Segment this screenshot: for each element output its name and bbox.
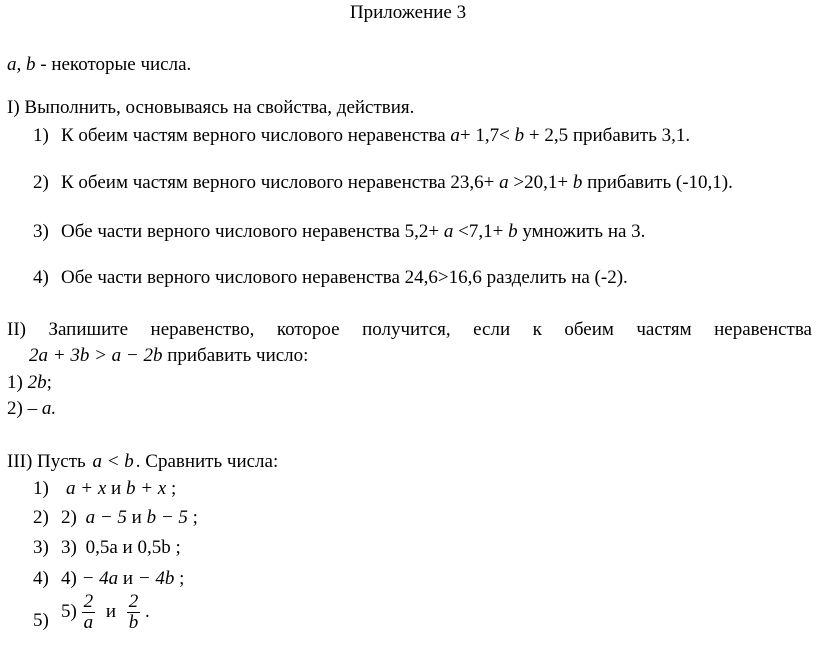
- section1-item2-number: 2): [33, 172, 49, 193]
- section2-heading: II) Запишите неравенство, которое получится, если к обеим частям неравенства: [7, 319, 812, 340]
- section2-inequality-line: [29, 345, 308, 367]
- section1-item1-number: 1): [33, 125, 49, 146]
- fraction-2-over-a: $\frac{2}{a}$: [83, 591, 94, 634]
- section1-item3: Обе части верного числового неравенства 5,2+ a <7,1+ b умножить на 3.: [61, 221, 646, 242]
- page-title: Приложение 3: [349, 2, 467, 23]
- section1-item2: К обеим частям верного числового неравенства 23,6+ a >20,1+ b прибавить (-10,1).: [61, 172, 733, 193]
- section3-item2-number: 2): [33, 507, 49, 528]
- section2-item2: 2) – a.: [7, 398, 57, 419]
- section1-item4: Обе части верного числового неравенства 24,6>16,6 разделить на (-2).: [61, 267, 628, 288]
- section3-heading: III) Пусть a < b . Сравнить числа:: [7, 451, 279, 472]
- section3-item4-number: 4): [33, 568, 49, 589]
- section3-item5-number: 5): [33, 610, 49, 631]
- intro-text: - некоторые числа.: [35, 54, 192, 75]
- section3-item1-number: 1): [33, 478, 49, 499]
- section2-inequality: 2a + 3b > a − 2b: [29, 345, 163, 366]
- section3-item4: 4) − 4a и − 4b ;: [61, 568, 185, 589]
- section1-item4-number: 4): [33, 267, 49, 288]
- intro-vars: a, b: [7, 54, 36, 75]
- intro-line: [7, 54, 191, 76]
- section3-item2: 2) a − 5 и b − 5 ;: [61, 507, 198, 528]
- section1-item3-number: 3): [33, 221, 49, 242]
- section3-item3-number: 3): [33, 537, 49, 558]
- section3-condition: a < b: [92, 451, 134, 472]
- section3-item1: a + x и b + x ;: [66, 478, 177, 499]
- fraction-2-over-b: $\frac{2}{b}$: [128, 591, 139, 634]
- section1-item1: К обеим частям верного числового неравенства a+ 1,7< b + 2,5 прибавить 3,1.: [61, 125, 691, 146]
- section3-item5: 5) $\frac{2}{a}$ и $\frac{2}{b}$ .: [61, 591, 150, 634]
- section2-item1: 1) 2b;: [7, 372, 52, 393]
- section2-tail: прибавить число:: [162, 345, 309, 366]
- section3-item3: 3) 0,5a и 0,5b ;: [61, 537, 181, 558]
- section1-heading: I) Выполнить, основываясь на свойства, действия.: [7, 97, 415, 118]
